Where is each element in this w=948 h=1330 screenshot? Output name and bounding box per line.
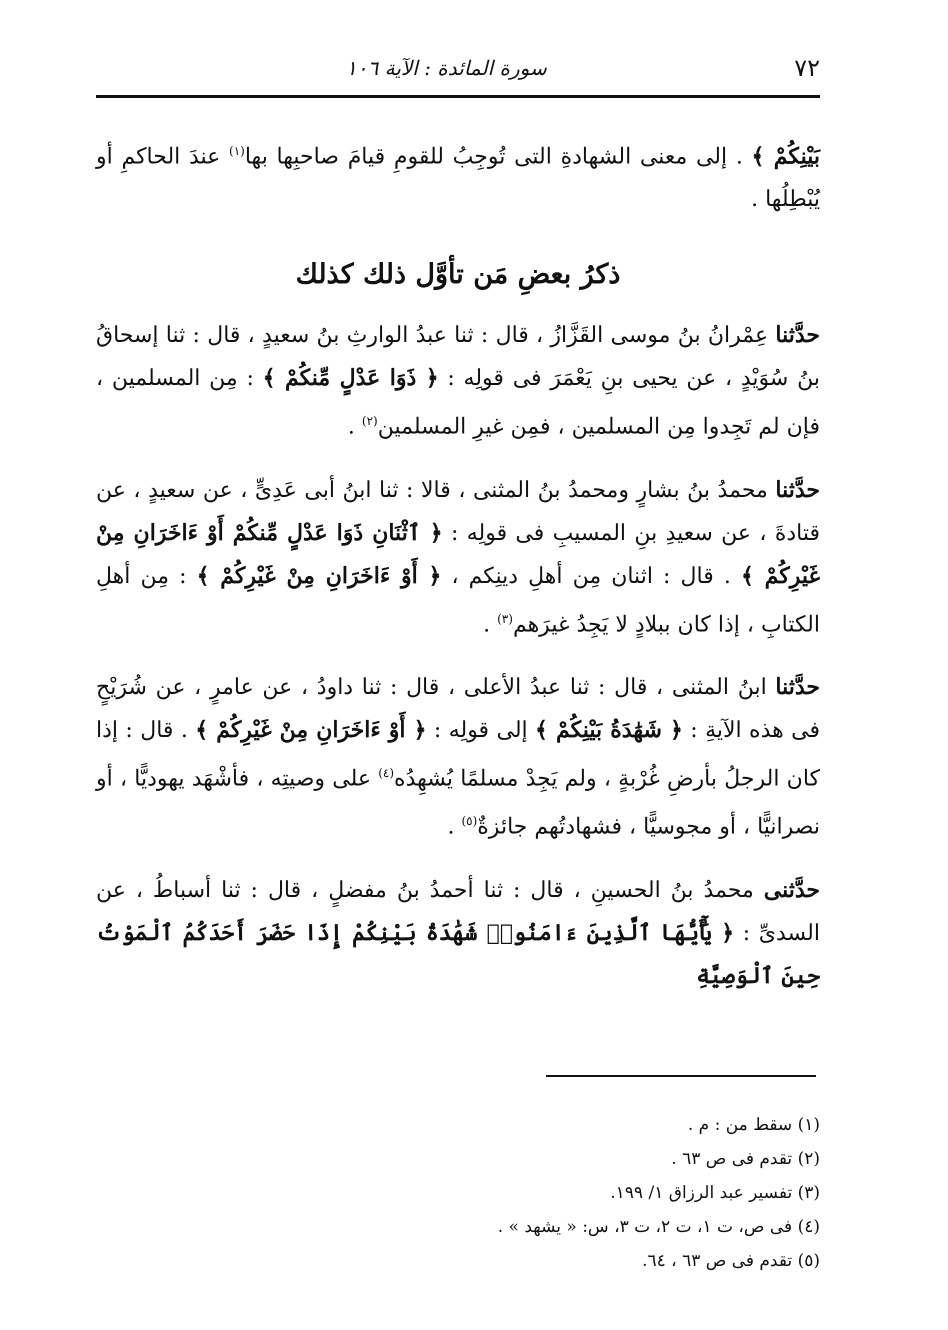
intro-text: . إلى معنى الشهادةِ التى تُوجِبُ للقومِ قيامَ صاحبِها بها <box>244 144 752 170</box>
narration-text: : مِن أهلِ الكتابِ ، إذا كان ببلادٍ لا يَجِدُ غيرَهم <box>96 563 820 637</box>
footnote-4: (٤) فى ص، ت ١، ت ٢، ت ٣، س: « يشهد » . <box>497 1217 820 1237</box>
narration-lead: حدَّثنا <box>775 322 820 349</box>
intro-paragraph <box>96 130 820 221</box>
quran-quote: ﴿ أَوْ ءَاخَرَانِ مِنْ غَيْرِكُمْ ﴾ <box>196 562 442 589</box>
quran-quote: ﴿ ٱثْنَانِ ذَوَا عَدْلٍ مِّنكُمْ أَوْ ءَاخَرَانِ مِنْ غَيْرِكُمْ ﴾ <box>96 519 820 589</box>
narration-text: . قال : إذا كان الرجلُ بأرضِ غُرْبةٍ ، ولم يَجِدْ مسلمًا يُشهِدُه <box>96 717 821 792</box>
footnote-ref: (١) <box>229 144 245 158</box>
section-heading: ذكرُ بعضِ مَن تأوَّل ذلك كذلك <box>295 259 621 291</box>
narration-text: إلى قولِه : <box>426 717 536 743</box>
narration-text: : مِن المسلمين ، فإن لم تَجِدوا مِن المسلمين ، فمِن غيرِ المسلمين <box>96 366 820 440</box>
narration-end: . <box>347 414 362 440</box>
footnote-3: (٣) تفسير عبد الرزاق ١/ ١٩٩. <box>610 1183 820 1203</box>
narration-paragraph-2 <box>96 469 820 646</box>
surah-title: سورة المائدة : الآية ١٠٦ <box>346 55 547 80</box>
narration-text: محمدُ بنُ الحسينِ ، قال : ثنا أحمدُ بنُ مفضلٍ ، قال : ثنا أسباطُ ، عن السدىِّ : <box>96 877 820 946</box>
footnote-ref: (٥) <box>461 814 478 829</box>
narration-lead: حدَّثنى <box>763 876 820 903</box>
narration-text: عِمْرانُ بنُ موسى القَزَّازُ ، قال : ثنا عبدُ الوارثِ بنُ سعيدٍ ، قال : ثنا إسحاقُ بنُ سُوَيْدٍ ، عن يحيى بنِ يَعْمَرَ فى قولِه : <box>96 323 820 392</box>
narration-paragraph-3 <box>96 666 820 849</box>
intro-tail: عندَ الحاكمِ أو يُبْطِلُها . <box>96 144 820 213</box>
quran-quote: ﴿ ذَوَا عَدْلٍ مِّنكُمْ ﴾ <box>262 365 439 392</box>
narration-text: محمدُ بنُ بشارٍ ومحمدُ بنُ المثنى ، قالا : ثنا ابنُ أبى عَدِىٍّ ، عن سعيدٍ ، عن قتادةَ ، عن سعيدِ بنِ المسيبِ فى قولِه : <box>96 477 821 546</box>
footnote-ref: (٢) <box>361 414 378 429</box>
narration-text: على وصيتِه ، فأشْهَد يهوديًّا ، أو نصرانيًّا ، أو مجوسيًّا ، فشهادتُهم جائزةٌ <box>96 766 820 840</box>
footnotes <box>120 1108 820 1278</box>
narration-end: . <box>483 611 498 637</box>
quran-quote: ﴿ شَهَٰدَةُ بَيْنِكُمْ ﴾ <box>535 716 683 743</box>
quran-quote: ﴿ يَٰٓأَيُّهَا ٱلَّذِينَ ءَامَنُوا۟ شَهَٰدَةُ بَيْنِكُمْ إِذَا حَضَرَ أَحَدَكُمُ ٱلْمَوْتُ حِينَ ٱلْوَصِيَّةِ <box>96 919 820 989</box>
footnote-ref: (٣) <box>497 611 513 626</box>
main-text <box>96 130 820 998</box>
narration-text: . قال : اثنان مِن أهلِ دينِكم ، <box>441 563 741 589</box>
footnote-5: (٥) تقدم فى ص ٦٣ ، ٦٤. <box>642 1251 820 1271</box>
narration-end: . <box>447 814 462 840</box>
page-header <box>96 46 820 98</box>
footnote-separator <box>546 1075 816 1077</box>
narration-text: ابنُ المثنى ، قال : ثنا عبدُ الأعلى ، قال : ثنا داودُ ، عن عامرٍ ، عن شُرَيْحٍ فى هذه الآيةِ : <box>96 674 820 743</box>
narration-lead: حدَّثنا <box>775 673 820 700</box>
footnote-ref: (٤) <box>378 765 395 780</box>
narration-lead: حدَّثنا <box>775 476 820 503</box>
footnote-1: (١) سقط من : م . <box>687 1115 820 1135</box>
narration-paragraph-1 <box>96 314 820 448</box>
quran-quote: بَيْنِكُمْ ﴾ <box>751 143 820 170</box>
quran-quote: ﴿ أَوْ ءَاخَرَانِ مِنْ غَيْرِكُمْ ﴾ <box>195 716 427 743</box>
footnote-2: (٢) تقدم فى ص ٦٣ . <box>671 1149 820 1169</box>
narration-paragraph-4 <box>96 869 820 998</box>
page-number: ٧٢ <box>794 53 820 82</box>
